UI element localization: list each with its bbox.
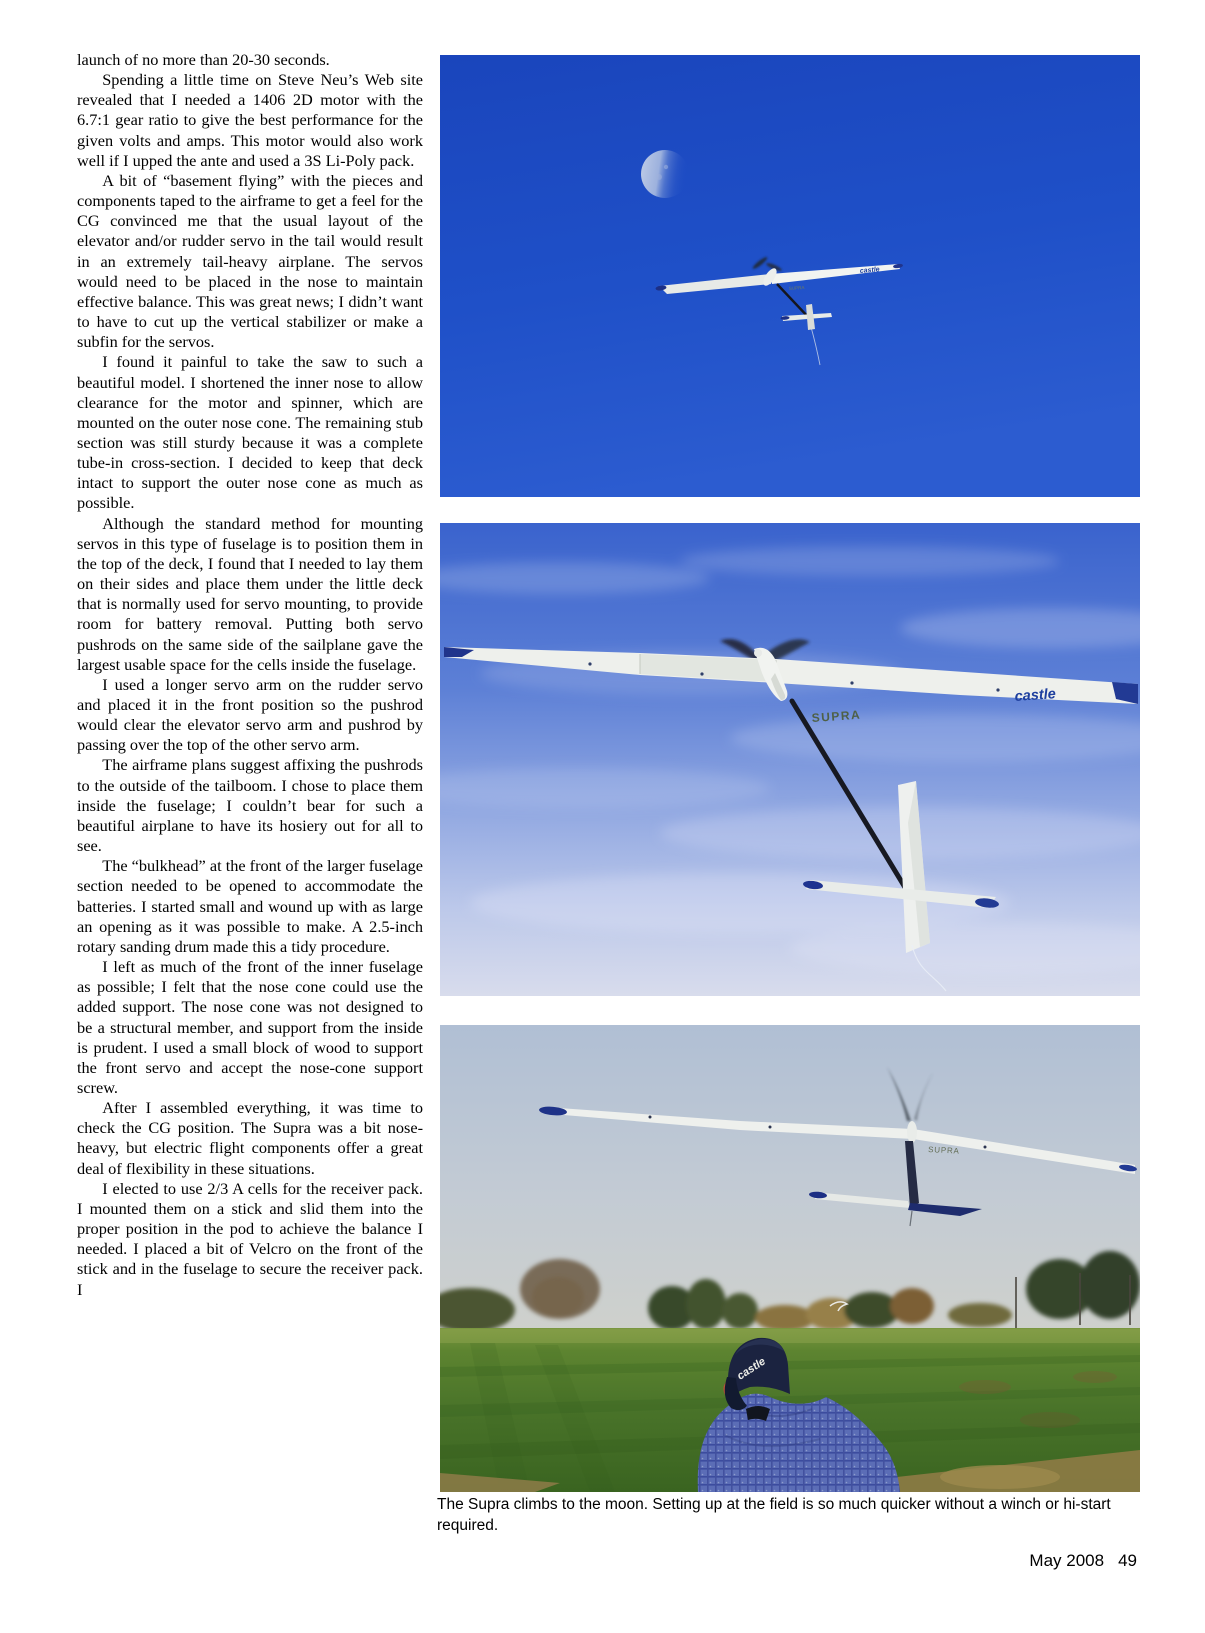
castle-logo-cap: castle bbox=[735, 1355, 768, 1383]
photo-caption: The Supra climbs to the moon. Setting up at the field is so much quicker without a winch or hi-start required. bbox=[437, 1496, 1111, 1534]
wing-mark bbox=[996, 688, 999, 691]
supra-label-wing: SUPRA bbox=[811, 707, 862, 725]
article-paragraph: The airframe plans suggest affixing the pushrods to the outside of the tailboom. I chose to place them inside the fuselage; I couldn’t bear for such a beautiful airplane to have its hosiery out for all to see. bbox=[77, 755, 423, 856]
article-paragraph: I elected to use 2/3 A cells for the receiver pack. I mounted them on a stick and slid them into the proper position in the pod to achieve the balance I needed. I placed a bit of Velcro on the front of the stick and in the fuselage to secure the receiver pack. I bbox=[77, 1178, 423, 1299]
neck-shadow bbox=[746, 1406, 770, 1421]
article-paragraph: launch of no more than 20-30 seconds. bbox=[77, 50, 330, 69]
article-paragraph: I found it painful to take the saw to such a beautiful model. I shortened the inner nose to allow clearance for the motor and spinner, which are mounted on the outer nose cone. The remaining stub section was still sturdy because it was a complete tube-in cross-section. I decided to keep that deck intact to support the outer nose cone as much as possible. bbox=[77, 352, 423, 513]
photo-field-launch bbox=[440, 1025, 1140, 1492]
article-text-column bbox=[77, 50, 423, 1300]
weed-patch bbox=[1073, 1371, 1117, 1383]
fuselage-pod bbox=[907, 1121, 917, 1143]
wing-mark bbox=[649, 1116, 652, 1119]
moon bbox=[641, 150, 689, 198]
wing-mark bbox=[850, 681, 853, 684]
article-paragraph: I left as much of the front of the inner fuselage as possible; I felt that the nose cone could use the added support. The nose cone was not designed to be a structural member, and support from the inside is prudent. I used a small block of wood to support the front servo and accept the nose-cone support screw. bbox=[77, 957, 423, 1097]
castle-logo-wing: castle bbox=[859, 266, 880, 275]
dry-grass-clump bbox=[940, 1465, 1060, 1489]
supra-label-wing: SUPRA bbox=[927, 1145, 960, 1156]
weed-patch bbox=[959, 1380, 1011, 1394]
page-folio bbox=[437, 1551, 1137, 1571]
article-paragraph: A bit of “basement flying” with the pieces and components taped to the airframe to get a feel for the CG convinced me that the usual layout of the elevator and/or rudder servo in the tail would result in an extremely tail-heavy airplane. The servos would need to be placed in the nose to maintain effective balance. This was great news; I didn’t want to have to cut up the vertical stabilizer or make a subfin for the servos. bbox=[77, 170, 423, 352]
weed-patch bbox=[1020, 1412, 1080, 1428]
spinner bbox=[754, 649, 762, 657]
article-paragraph: The “bulkhead” at the front of the larger fuselage section needed to be opened to accommodate the batteries. I started small and wound up with as large an opening as it was possible to make. A 2.5-inch rotary sanding drum made this a tidy procedure. bbox=[77, 856, 423, 956]
page-number: 49 bbox=[1118, 1551, 1137, 1570]
issue-date: May 2008 bbox=[1029, 1551, 1105, 1570]
grass-highlight-band bbox=[440, 1329, 1140, 1343]
article-paragraph: Spending a little time on Steve Neu’s Web site revealed that I needed a 1406 2D motor with the 6.7:1 gear ratio to give the best performance for the given volts and amps. This motor would also work well if I upped the ante and used a 3S Li-Poly pack. bbox=[77, 70, 423, 170]
wing-mark bbox=[700, 672, 703, 675]
wing-mark bbox=[984, 1146, 987, 1149]
article-paragraph: I used a longer servo arm on the rudder servo and placed it in the front position so the pushrod would clear the elevator servo arm and pushrod by passing over the top of the other servo arm. bbox=[77, 674, 423, 755]
photo-sailplane-closeup bbox=[440, 523, 1140, 996]
article-paragraph: After I assembled everything, it was time to check the CG position. The Supra was a bit nose-heavy, but electric flight components offer a great deal of flexibility in these situations. bbox=[77, 1098, 423, 1178]
article-paragraph: Although the standard method for mounting servos in this type of fuselage is to position them in the top of the deck, I found that I needed to lay them on their sides and place them under the little deck that is normally used for servo mounting, to provide room for battery removal. Putting both servo pushrods on the same side of the sailplane gave the largest usable space for the cells inside the fuselage. bbox=[77, 513, 423, 674]
wing-mark bbox=[588, 662, 591, 665]
supra-label-wing: SUPRA bbox=[788, 284, 805, 291]
castle-logo-wing: castle bbox=[1014, 686, 1057, 705]
photo-sailplane-and-moon bbox=[440, 55, 1140, 497]
wing-mark bbox=[769, 1126, 772, 1129]
